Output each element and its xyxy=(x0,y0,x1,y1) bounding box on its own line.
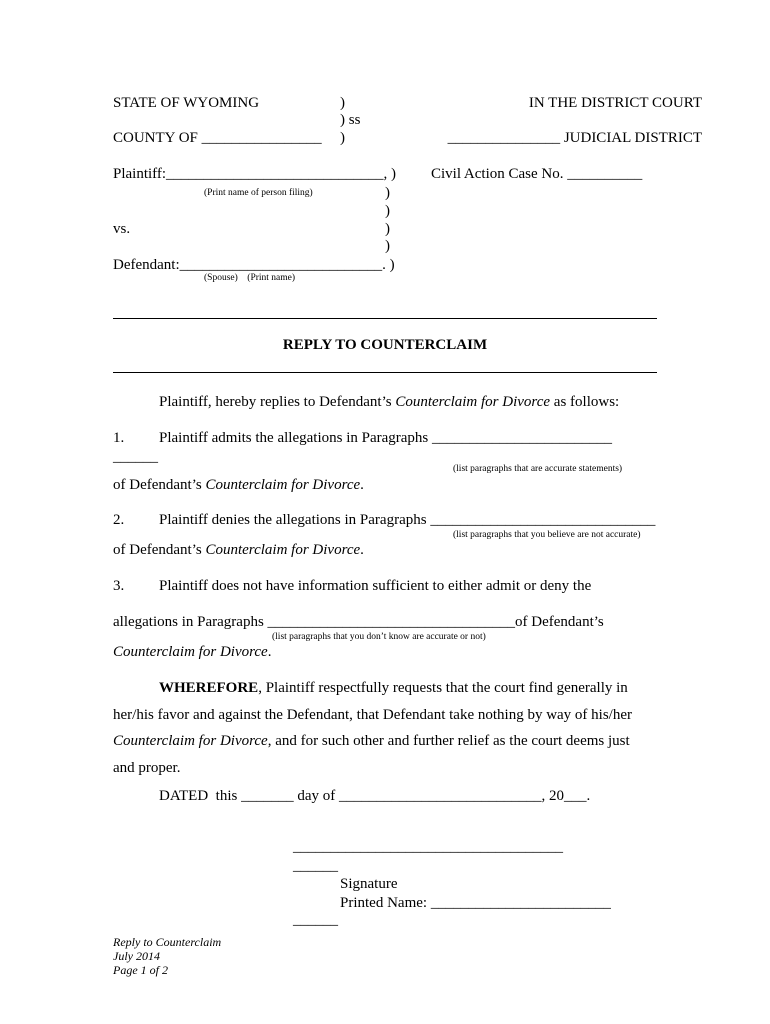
denies-paragraphs-field[interactable]: Plaintiff denies the allegations in Paragraphs ______________________________ xyxy=(159,512,656,528)
defendant-hint: (Spouse) (Print name) xyxy=(204,273,296,283)
caption-paren: ) xyxy=(385,185,390,201)
county-field[interactable]: COUNTY OF ________________ xyxy=(113,130,322,146)
divider xyxy=(113,372,657,373)
judicial-district-field[interactable]: _______________ JUDICIAL DISTRICT xyxy=(447,130,702,146)
insufficient-info-text: Plaintiff does not have information sufficient to either admit or deny the xyxy=(159,578,592,594)
caption-paren: ) xyxy=(385,221,390,237)
wherefore-line: WHEREFORE, Plaintiff respectfully requests that the court find generally in xyxy=(159,680,628,696)
document-title: REPLY TO COUNTERCLAIM xyxy=(282,337,488,353)
footer-page: Page 1 of 2 xyxy=(113,963,168,977)
printed-name-field[interactable]: Printed Name: ________________________ xyxy=(340,895,611,911)
divider xyxy=(113,318,657,319)
plaintiff-field[interactable]: Plaintiff:_____________________________, ) xyxy=(113,166,397,182)
wherefore-line: Counterclaim for Divorce, and for such other and further relief as the court deems just xyxy=(113,733,630,749)
caption-paren: ) xyxy=(340,95,345,111)
caption-paren: ) xyxy=(385,203,390,219)
of-defendant-text: of Defendant’s Counterclaim for Divorce. xyxy=(113,477,364,493)
caption-paren: ) xyxy=(385,238,390,254)
of-defendant-text: of Defendant’s Counterclaim for Divorce. xyxy=(113,542,364,558)
court-label: IN THE DISTRICT COURT xyxy=(528,95,702,111)
item-number: 2. xyxy=(113,512,125,528)
signature-label: Signature xyxy=(340,876,398,892)
ss-label: ) ss xyxy=(340,112,361,128)
footer-date: July 2014 xyxy=(113,949,160,963)
wherefore-line: her/his favor and against the Defendant, that Defendant take nothing by way of his/her xyxy=(113,707,633,723)
case-number-field[interactable]: Civil Action Case No. __________ xyxy=(431,166,643,182)
signature-line-cont[interactable]: ______ xyxy=(293,858,338,874)
admits-paragraphs-field-cont[interactable]: ______ xyxy=(113,449,158,465)
dated-field[interactable]: DATED this _______ day of ___________________________, 20___. xyxy=(159,788,591,804)
unknown-paragraphs-field[interactable]: allegations in Paragraphs _________________________________of Defendant’s xyxy=(113,614,604,630)
admits-paragraphs-field[interactable]: Plaintiff admits the allegations in Paragraphs ________________________ xyxy=(159,430,613,446)
denies-hint: (list paragraphs that you believe are not accurate) xyxy=(453,530,641,540)
item-number: 3. xyxy=(113,578,125,594)
plaintiff-hint: (Print name of person filing) xyxy=(204,188,313,198)
intro-paragraph: Plaintiff, hereby replies to Defendant’s Counterclaim for Divorce as follows: xyxy=(159,394,620,410)
printed-name-field-cont[interactable]: ______ xyxy=(293,912,338,928)
item-number: 1. xyxy=(113,430,125,446)
wherefore-line: and proper. xyxy=(113,760,181,776)
unknown-hint: (list paragraphs that you don’t know are accurate or not) xyxy=(272,632,486,642)
signature-line[interactable]: ____________________________________ xyxy=(293,839,563,855)
defendant-field[interactable]: Defendant:___________________________. ) xyxy=(113,257,395,273)
counterclaim-text: Counterclaim for Divorce. xyxy=(113,644,272,660)
admits-hint: (list paragraphs that are accurate statements) xyxy=(453,464,623,474)
state-label: STATE OF WYOMING xyxy=(113,95,260,111)
vs-label: vs. xyxy=(113,221,131,237)
caption-paren: ) xyxy=(340,130,345,146)
footer-title: Reply to Counterclaim xyxy=(113,935,222,949)
